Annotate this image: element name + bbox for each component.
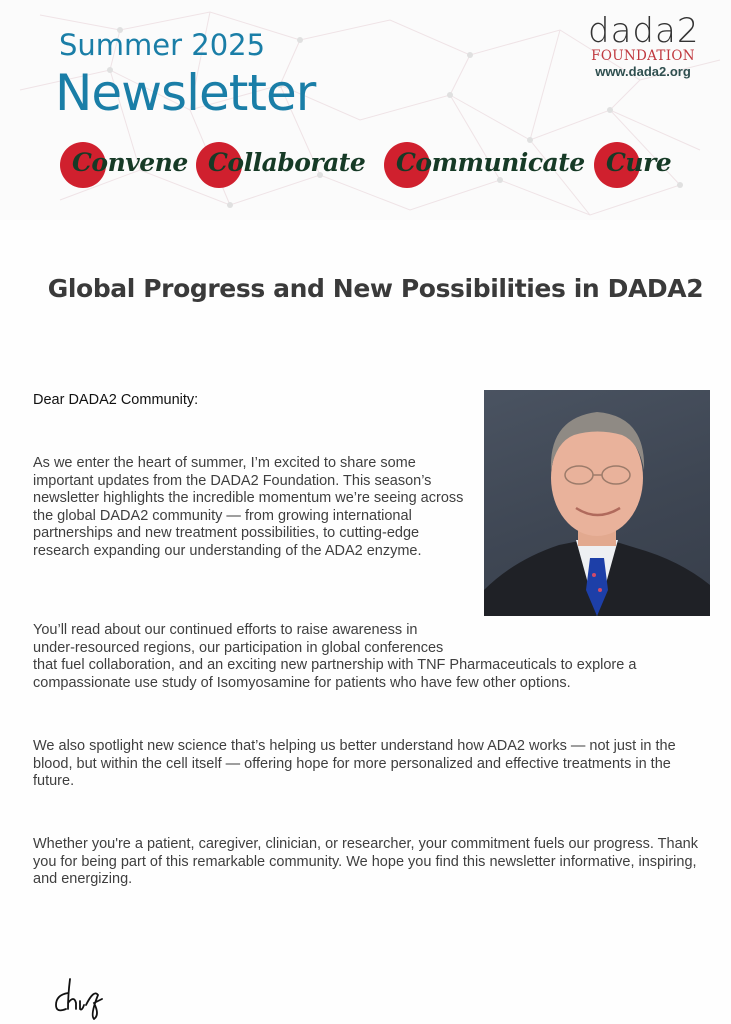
dada2-foundation-logo[interactable] xyxy=(588,11,700,79)
newsletter-title: Newsletter xyxy=(55,64,316,122)
paragraph-closing: Whether you're a patient, caregiver, clinician, or researcher, your commitment fuels our progress. Thank you for being part of this remarkable community. We hope you find this newsletter informative, inspiring, and energizing. xyxy=(33,836,698,887)
signature xyxy=(50,975,120,1020)
greeting: Dear DADA2 Community: xyxy=(33,392,199,408)
article-headline: Global Progress and New Possibilities in DADA2 xyxy=(47,274,704,303)
portrait-photo xyxy=(484,390,710,616)
pillar-tagline: Convene Collaborate Communicate Cure xyxy=(0,140,731,200)
paragraph-initiatives: You’ll read about our continued efforts to raise awareness in under-resourced regions, our participation in global conferences that fuel collaboration, and an exciting new partnership with TNF Pharmaceuticals to explore a compassionate use study of Isomyosamine for patients who have few other options. xyxy=(33,622,637,691)
portrait-illustration xyxy=(484,390,710,616)
paragraph-intro: As we enter the heart of summer, I’m excited to share some important updates from the DADA2 Foundation. This season’s newsletter highlights the incredible momentum we’re seeing across the global DADA2 community — from growing international partnerships and new treatment possibilities, to cutting-edge research expanding our understanding of the ADA2 enzyme. xyxy=(33,455,464,559)
logo-foundation: FOUNDATION xyxy=(591,48,695,64)
logo-wordmark: dada2 xyxy=(588,11,700,51)
paragraph-science: We also spotlight new science that’s helping us better understand how ADA2 works — not just in the blood, but within the cell itself — offering hope for more personalized and effective treatments in the future. xyxy=(33,738,676,789)
issue-season: Summer 2025 xyxy=(59,28,266,62)
newsletter-banner xyxy=(0,0,731,220)
website-link[interactable]: www.dada2.org xyxy=(595,64,691,79)
